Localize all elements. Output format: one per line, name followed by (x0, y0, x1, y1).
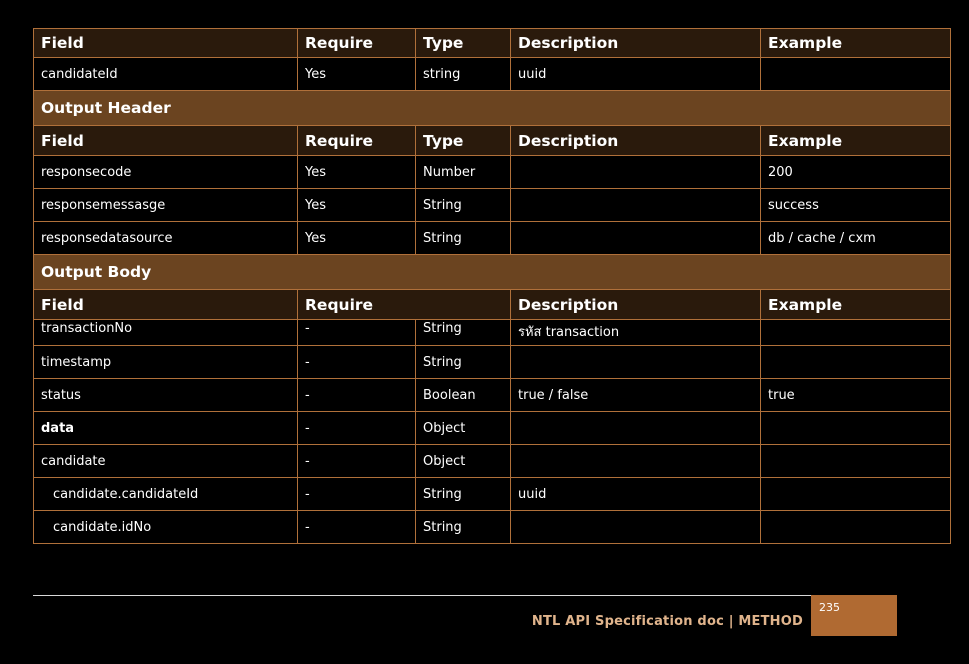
header-example: Example (761, 290, 951, 320)
cell-require: - (298, 445, 416, 478)
cell-type: String (416, 320, 511, 346)
cell-field: candidateId (34, 58, 298, 91)
cell-description (511, 189, 761, 222)
table-row (34, 156, 951, 189)
cell-example (761, 346, 951, 379)
cell-type: Object (416, 412, 511, 445)
output-body-columns (34, 290, 951, 320)
output-header-columns (34, 126, 951, 156)
cell-description: uuid (511, 58, 761, 91)
header-field: Field (34, 290, 298, 320)
section-title: Output Body (34, 255, 951, 290)
footer-divider (33, 595, 811, 596)
cell-field: responsecode (34, 156, 298, 189)
cell-field: status (34, 379, 298, 412)
header-require: Require (298, 126, 416, 156)
cell-description: true / false (511, 379, 761, 412)
cell-field: transactionNo (34, 320, 298, 346)
cell-example: db / cache / cxm (761, 222, 951, 255)
cell-field: responsemessasge (34, 189, 298, 222)
cell-example (761, 320, 951, 346)
cell-field: timestamp (34, 346, 298, 379)
table-row (34, 379, 951, 412)
cell-field: responsedatasource (34, 222, 298, 255)
input-header-row (34, 29, 951, 58)
table-row (34, 58, 951, 91)
cell-type: String (416, 478, 511, 511)
api-spec-table (33, 28, 951, 544)
table-row (34, 222, 951, 255)
cell-require: - (298, 478, 416, 511)
header-example: Example (761, 29, 951, 58)
cell-field: candidate (34, 445, 298, 478)
cell-require: - (298, 511, 416, 544)
cell-field: candidate.candidateId (34, 478, 298, 511)
cell-require: - (298, 346, 416, 379)
cell-field: candidate.idNo (34, 511, 298, 544)
cell-example: 200 (761, 156, 951, 189)
cell-type: Number (416, 156, 511, 189)
cell-type: Boolean (416, 379, 511, 412)
cell-require: - (298, 320, 416, 346)
header-example: Example (761, 126, 951, 156)
cell-require: Yes (298, 189, 416, 222)
header-require: Require (298, 290, 511, 320)
cell-example (761, 412, 951, 445)
cell-description (511, 445, 761, 478)
cell-type: String (416, 222, 511, 255)
cell-example (761, 511, 951, 544)
cell-type: String (416, 189, 511, 222)
footer-title: NTL API Specification doc | METHOD (531, 614, 803, 629)
cell-description (511, 412, 761, 445)
section-output-body (34, 255, 951, 290)
table-row (34, 189, 951, 222)
section-title: Output Header (34, 91, 951, 126)
header-description: Description (511, 126, 761, 156)
cell-description (511, 511, 761, 544)
table-row (34, 412, 951, 445)
cell-description (511, 156, 761, 189)
cell-field: data (34, 412, 298, 445)
header-require: Require (298, 29, 416, 58)
cell-example: success (761, 189, 951, 222)
cell-example: true (761, 379, 951, 412)
table-row (34, 511, 951, 544)
cell-require: Yes (298, 222, 416, 255)
header-field: Field (34, 29, 298, 58)
page-number: 235 (819, 601, 840, 614)
page-number-box (811, 595, 897, 636)
header-type: Type (416, 126, 511, 156)
cell-require: Yes (298, 156, 416, 189)
cell-example (761, 58, 951, 91)
cell-type: String (416, 346, 511, 379)
header-description: Description (511, 29, 761, 58)
header-type: Type (416, 29, 511, 58)
cell-description: uuid (511, 478, 761, 511)
header-field: Field (34, 126, 298, 156)
table-row (34, 320, 951, 346)
cell-type: Object (416, 445, 511, 478)
cell-require: - (298, 412, 416, 445)
section-output-header (34, 91, 951, 126)
cell-require: - (298, 379, 416, 412)
cell-example (761, 445, 951, 478)
cell-description (511, 222, 761, 255)
table-row (34, 445, 951, 478)
table-row (34, 478, 951, 511)
table-row (34, 346, 951, 379)
cell-type: String (416, 511, 511, 544)
cell-description: รหัส transaction (511, 320, 761, 346)
cell-example (761, 478, 951, 511)
header-description: Description (511, 290, 761, 320)
cell-description (511, 346, 761, 379)
cell-type: string (416, 58, 511, 91)
cell-require: Yes (298, 58, 416, 91)
